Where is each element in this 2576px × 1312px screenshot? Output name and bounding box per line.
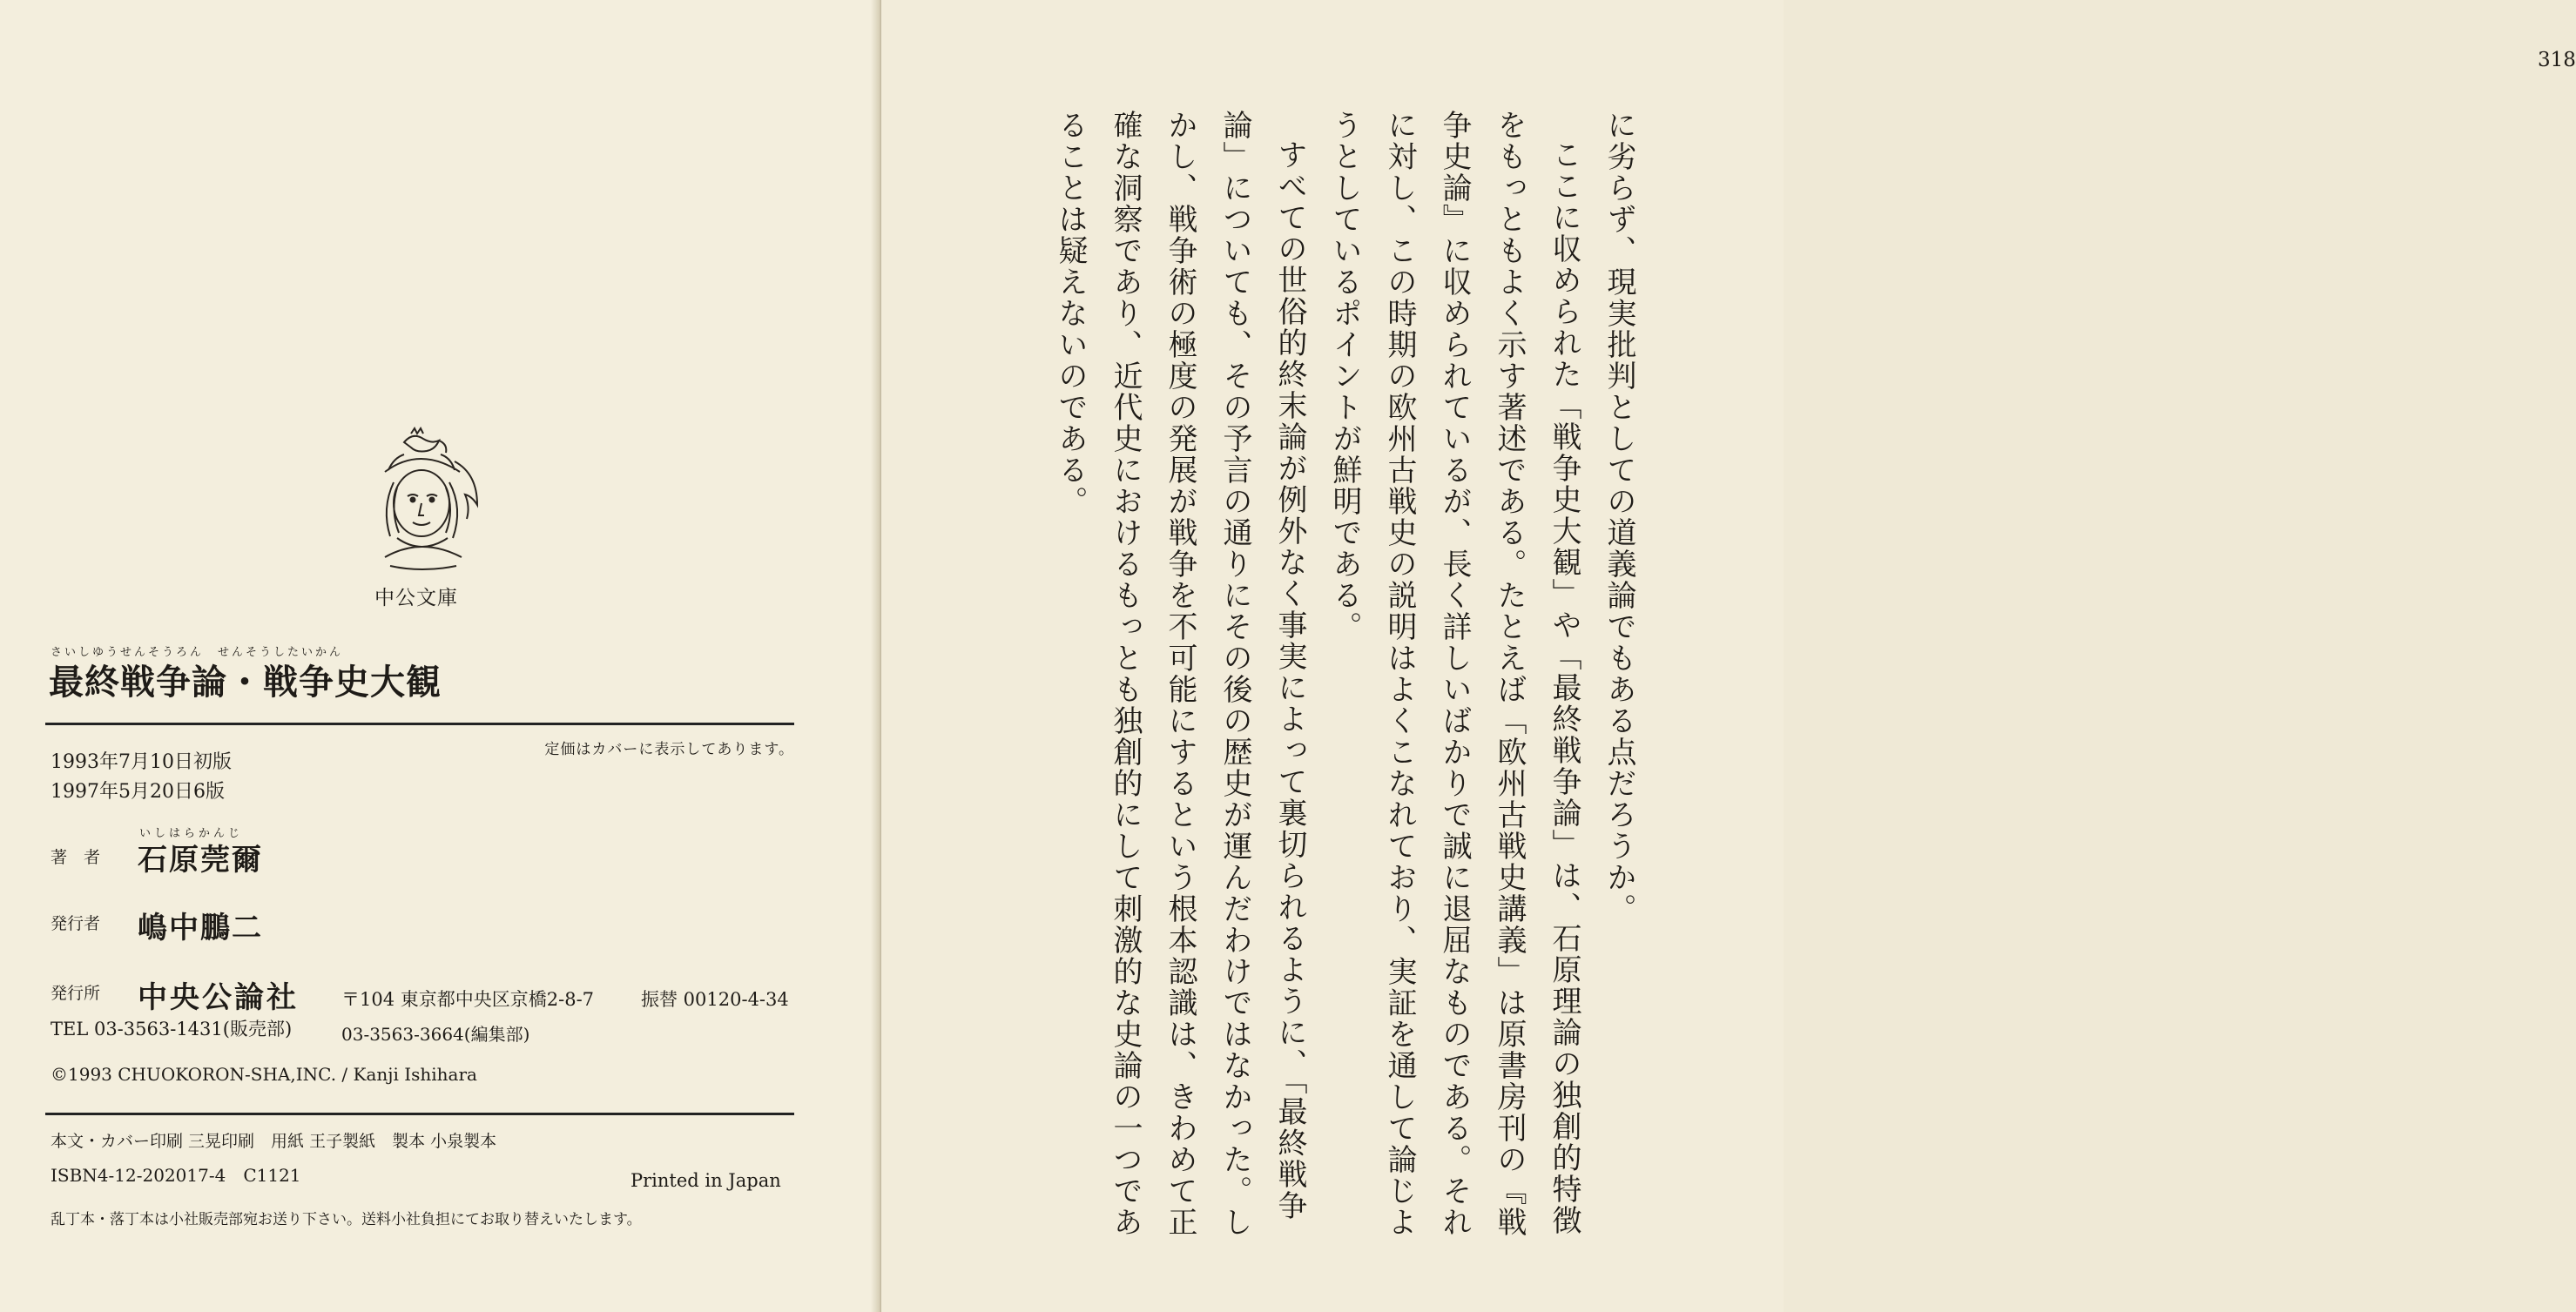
tel-editorial: 03-3563-3664(編集部) [341, 1024, 530, 1045]
paragraph: ここに収められた「戦争史大観」や「最終戦争論」は、石原理論の独創的特徴をもっともよく示す著述である。たとえば「欧州古戦史講義」は原書房刊の『戦争史論』に収められているが、長く詳しいばかりで誠に退屈なものである。それに対し、この時期の欧州古戦史の説明はよくこなれており、実証を通して論じようとしているポイントが鮮明である。 [1327, 110, 1581, 1238]
publisher-person-label: 発行者 [51, 914, 101, 933]
publisher-logo-icon [359, 427, 488, 575]
publisher-name: 中央公論社 [138, 980, 299, 1015]
author-ruby: いしはらかんじ [139, 827, 244, 840]
printers-credits: 本文・カバー印刷 三晃印刷 用紙 王子製紙 製本 小泉製本 [51, 1132, 497, 1151]
replacement-note: 乱丁本・落丁本は小社販売部宛お送り下さい。送料小社負担にてお取り替えいたします。 [51, 1211, 642, 1228]
furikae-account: 振替 00120-4-34 [641, 989, 789, 1010]
book-title: 最終戦争論・戦争史大観 [49, 662, 442, 703]
paragraph: すべての世俗的終末論が例外なく事実によって裏切られるように、「最終戦争論」についても、その予言の通りにその後の歴史が運んだわけではなかった。しかし、戦争術の極度の発展が戦争を不可能にするという根本認識は、きわめて正確な洞察であり、近代史におけるもっとも独創的にして刺激的な史論の一つであることは疑えないのである。 [1053, 110, 1307, 1238]
vertical-body-text [897, 110, 1646, 1259]
paragraph: に劣らず、現実批判としての道義論でもある点だろうか。 [1602, 110, 1636, 925]
edition-sixth: 1997年5月20日6版 [51, 781, 225, 803]
divider-rule [45, 723, 794, 725]
publisher-address: 〒104 東京都中央区京橋2-8-7 [341, 989, 595, 1010]
page-number: 318 [2538, 49, 2576, 71]
price-note: 定価はカバーに表示してあります。 [544, 741, 794, 758]
isbn: ISBN4-12-202017-4 C1121 [51, 1165, 301, 1186]
copyright: ©1993 CHUOKORON-SHA,INC. / Kanji Ishihara [51, 1064, 477, 1085]
author-name: 石原莞爾 [138, 843, 263, 878]
publisher-person: 嶋中鵬二 [138, 911, 263, 945]
title-ruby: さいしゆうせんそうろん せんそうしたいかん [51, 646, 344, 659]
publisher-label: 発行所 [51, 984, 101, 1003]
colophon-page [0, 0, 878, 1312]
edition-first: 1993年7月10日初版 [51, 751, 232, 773]
divider-rule [45, 1113, 794, 1115]
series-name: 中公文庫 [374, 587, 458, 609]
author-label: 著 者 [51, 848, 101, 867]
printed-in: Printed in Japan [631, 1170, 781, 1191]
tel-sales: TEL 03-3563-1431(販売部) [51, 1019, 293, 1040]
